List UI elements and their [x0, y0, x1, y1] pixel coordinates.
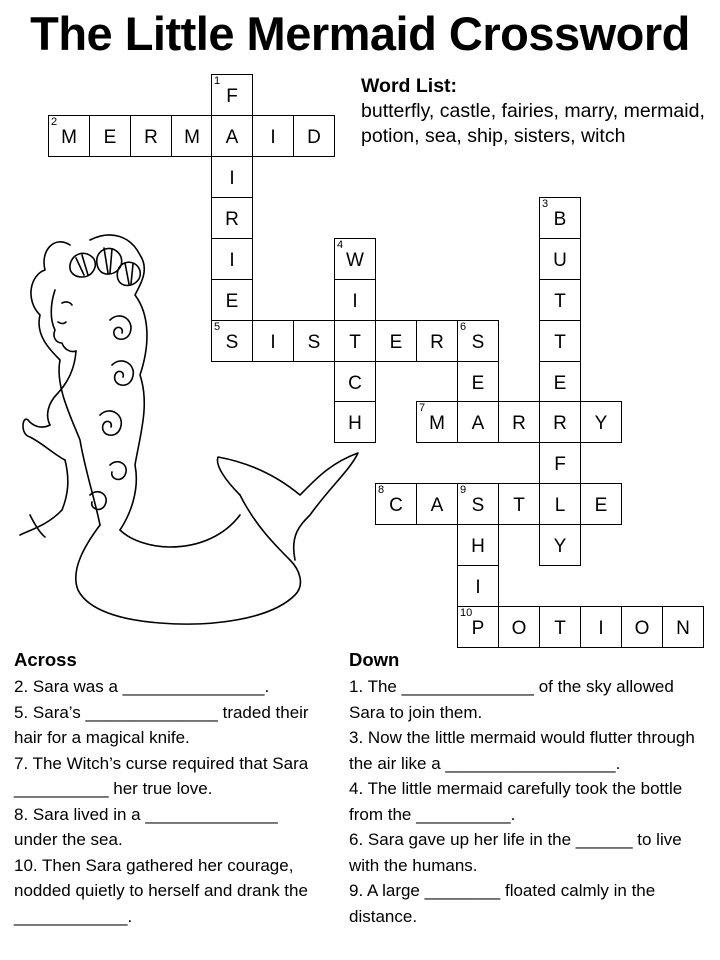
- cell-letter: S: [307, 332, 321, 353]
- word-list-words: butterfly, castle, fairies, marry, mermaid, potion, sea, ship, sisters, witch: [361, 100, 705, 147]
- clue-number: 9: [460, 484, 467, 496]
- crossword-cell[interactable]: [539, 279, 581, 321]
- cell-letter: P: [471, 618, 485, 639]
- clue-number: 6: [460, 321, 467, 333]
- crossword-cell[interactable]: [252, 115, 294, 157]
- crossword-cell[interactable]: [621, 606, 663, 648]
- crossword-cell[interactable]: [293, 115, 335, 157]
- crossword-cell[interactable]: [580, 401, 622, 443]
- crossword-cell[interactable]: [457, 565, 499, 607]
- crossword-cell[interactable]: [130, 115, 172, 157]
- mermaid-illustration: [0, 225, 360, 645]
- cell-letter: T: [554, 291, 566, 312]
- cell-letter: Y: [594, 413, 608, 434]
- cell-letter: T: [554, 332, 566, 353]
- cell-letter: F: [554, 454, 566, 475]
- crossword-cell[interactable]: [580, 606, 622, 648]
- clue-number: 10: [460, 607, 473, 619]
- crossword-cell[interactable]: [539, 320, 581, 362]
- cell-letter: O: [634, 618, 650, 639]
- down-clue: 3. Now the little mermaid would flutter through the air like a __________________.: [349, 728, 695, 773]
- cell-letter: I: [270, 127, 276, 148]
- crossword-cell[interactable]: [416, 320, 458, 362]
- cell-letter: T: [554, 618, 566, 639]
- cell-letter: I: [598, 618, 604, 639]
- crossword-cell[interactable]: [211, 115, 253, 157]
- cell-letter: L: [554, 495, 566, 516]
- cell-letter: R: [225, 209, 239, 230]
- across-heading: Across: [14, 649, 77, 670]
- clue-number: 4: [337, 239, 344, 251]
- cell-letter: F: [226, 86, 238, 107]
- cell-letter: M: [429, 413, 445, 434]
- across-clue: 5. Sara’s ______________ traded their hair for a magical knife.: [14, 702, 309, 747]
- across-clue: 8. Sara lived in a ______________ under the sea.: [14, 804, 278, 849]
- cell-letter: E: [389, 332, 403, 353]
- cell-letter: M: [184, 127, 200, 148]
- crossword-cell[interactable]: [539, 483, 581, 525]
- crossword-cell[interactable]: [457, 320, 499, 362]
- cell-letter: B: [553, 209, 567, 230]
- down-heading: Down: [349, 649, 400, 670]
- cell-letter: M: [61, 127, 77, 148]
- down-clue: 4. The little mermaid carefully took the bottle from the __________.: [349, 779, 683, 824]
- crossword-cell[interactable]: [171, 115, 213, 157]
- cell-letter: E: [594, 495, 608, 516]
- cell-letter: A: [430, 495, 444, 516]
- crossword-cell[interactable]: [457, 361, 499, 403]
- cell-letter: T: [513, 495, 525, 516]
- crossword-cell[interactable]: [662, 606, 704, 648]
- cell-letter: S: [471, 495, 485, 516]
- crossword-cell[interactable]: [539, 401, 581, 443]
- crossword-cell[interactable]: [89, 115, 131, 157]
- crossword-cell[interactable]: [539, 606, 581, 648]
- crossword-cell[interactable]: [539, 361, 581, 403]
- cell-letter: I: [352, 291, 358, 312]
- crossword-cell[interactable]: [498, 483, 540, 525]
- crossword-cell[interactable]: [211, 156, 253, 198]
- crossword-cell[interactable]: [416, 401, 458, 443]
- down-clue: 1. The ______________ of the sky allowed Sara to join them.: [349, 677, 674, 722]
- crossword-cell[interactable]: [498, 401, 540, 443]
- down-clue: 9. A large ________ floated calmly in the distance.: [349, 881, 656, 926]
- cell-letter: Y: [553, 536, 567, 557]
- cell-letter: I: [270, 332, 276, 353]
- crossword-cell[interactable]: [375, 483, 417, 525]
- cell-letter: I: [229, 168, 235, 189]
- clue-number: 7: [419, 402, 426, 414]
- cell-letter: A: [471, 413, 485, 434]
- cell-letter: I: [229, 250, 235, 271]
- clue-number: 5: [214, 321, 221, 333]
- crossword-cell[interactable]: [457, 483, 499, 525]
- crossword-cell[interactable]: [498, 606, 540, 648]
- cell-letter: A: [225, 127, 239, 148]
- word-list-heading: Word List:: [361, 75, 458, 97]
- cell-letter: C: [348, 373, 362, 394]
- cell-letter: R: [553, 413, 567, 434]
- clue-number: 8: [378, 484, 385, 496]
- cell-letter: R: [512, 413, 526, 434]
- clue-number: 2: [51, 116, 58, 128]
- cell-letter: O: [511, 618, 527, 639]
- cell-letter: E: [471, 373, 485, 394]
- across-clues: [14, 646, 319, 929]
- cell-letter: D: [307, 127, 321, 148]
- cell-letter: U: [553, 250, 567, 271]
- cell-letter: R: [430, 332, 444, 353]
- cell-letter: T: [349, 332, 361, 353]
- crossword-cell[interactable]: [457, 401, 499, 443]
- crossword-cell[interactable]: [48, 115, 90, 157]
- clue-number: 3: [542, 198, 549, 210]
- cell-letter: H: [348, 413, 362, 434]
- cell-letter: E: [103, 127, 117, 148]
- across-clue: 10. Then Sara gathered her courage, nodded quietly to herself and drank the ____________.: [14, 855, 308, 926]
- crossword-cell[interactable]: [539, 442, 581, 484]
- cell-letter: N: [676, 618, 690, 639]
- cell-letter: E: [553, 373, 567, 394]
- crossword-cell[interactable]: [416, 483, 458, 525]
- clue-number: 1: [214, 75, 221, 87]
- cell-letter: R: [144, 127, 158, 148]
- across-clue: 2. Sara was a _______________.: [14, 677, 270, 696]
- page-title: The Little Mermaid Crossword: [30, 7, 690, 60]
- cell-letter: S: [471, 332, 485, 353]
- cell-letter: E: [225, 291, 239, 312]
- crossword-cell[interactable]: [580, 483, 622, 525]
- cell-letter: I: [475, 577, 481, 598]
- crossword-cell[interactable]: [457, 606, 499, 648]
- cell-letter: W: [346, 250, 364, 271]
- down-clue: 6. Sara gave up her life in the ______ to live with the humans.: [349, 830, 682, 875]
- crossword-cell[interactable]: [539, 524, 581, 566]
- cell-letter: C: [389, 495, 403, 516]
- crossword-cell[interactable]: [211, 74, 253, 116]
- crossword-cell[interactable]: [375, 320, 417, 362]
- cell-letter: H: [471, 536, 485, 557]
- crossword-cell[interactable]: [539, 238, 581, 280]
- crossword-cell[interactable]: [539, 197, 581, 239]
- cell-letter: S: [225, 332, 239, 353]
- across-clue: 7. The Witch’s curse required that Sara __________ her true love.: [14, 753, 309, 798]
- down-clues: [349, 646, 709, 929]
- crossword-cell[interactable]: [457, 524, 499, 566]
